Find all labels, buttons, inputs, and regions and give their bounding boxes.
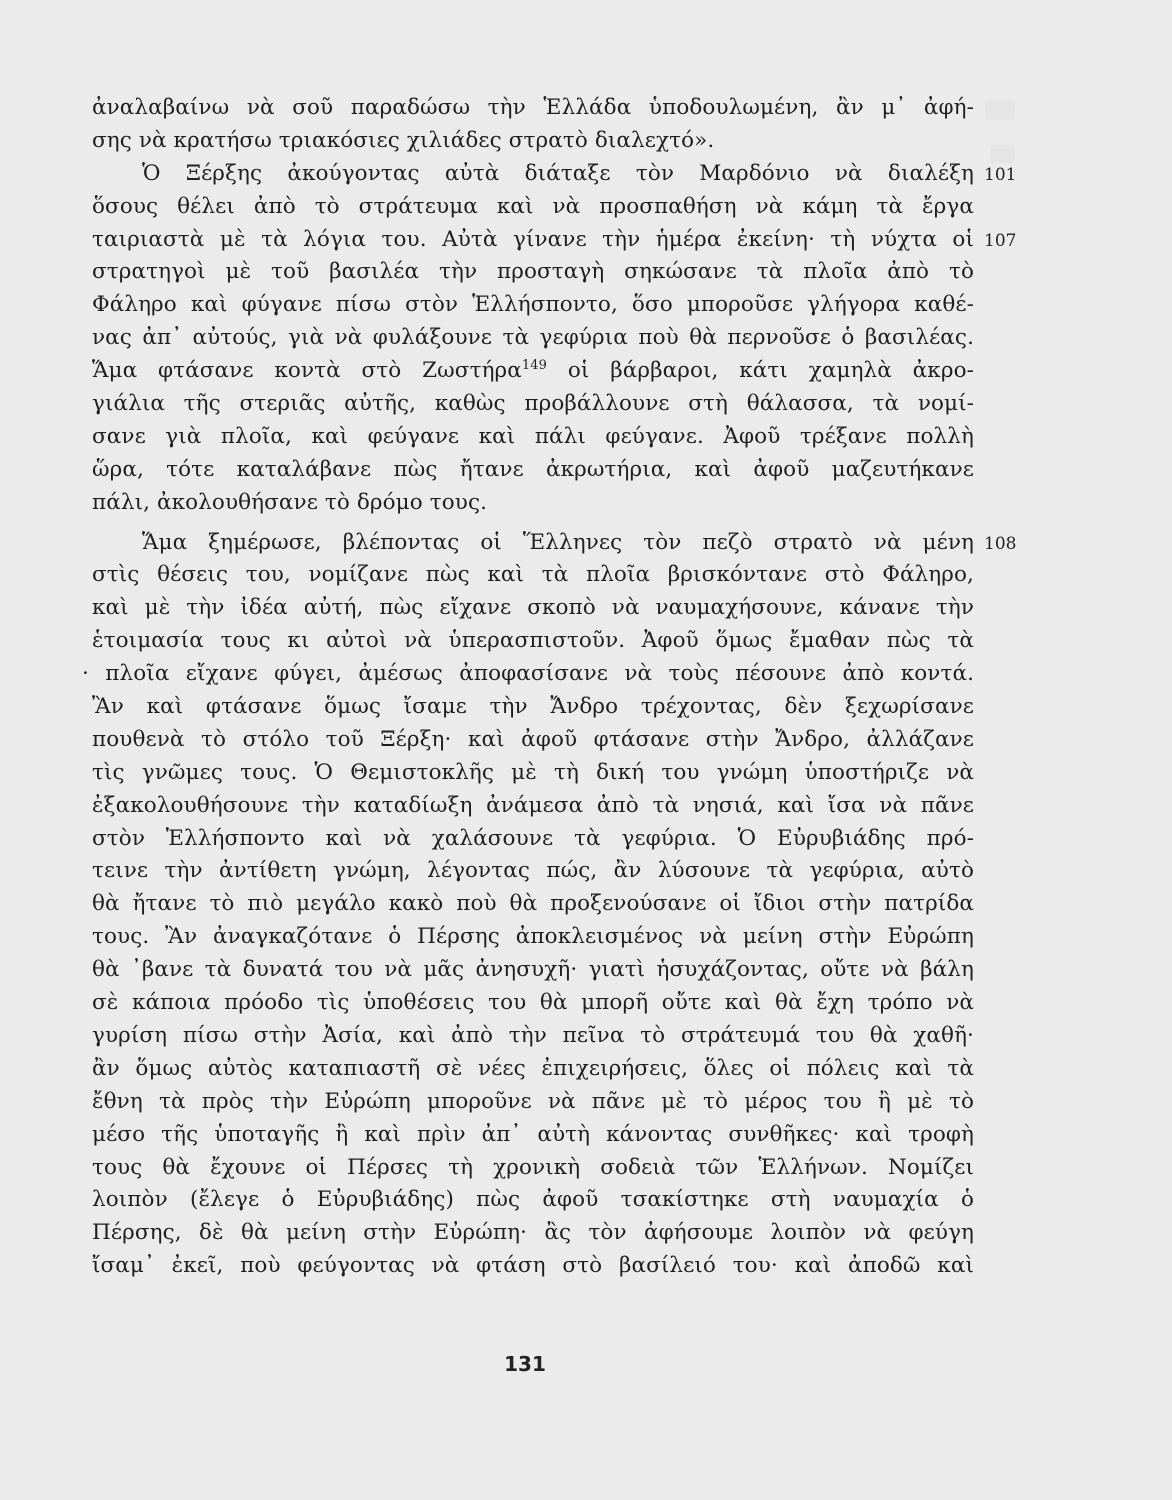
text-line [92, 527, 1017, 560]
text-line [92, 823, 974, 856]
text-segment: σανε γιὰ πλοῖα, καὶ φεύγανε καὶ πάλι φεύγανε. Ἀφοῦ τρέξανε πολλὴ [92, 423, 974, 449]
text-line [92, 724, 974, 757]
text-line [92, 625, 974, 658]
text-line [92, 888, 974, 921]
text-line [92, 757, 974, 790]
text-segment: στὸν Ἑλλήσποντο καὶ νὰ χαλάσουνε τὰ γεφύρια. Ὁ Εὐρυβιάδης πρό- [92, 825, 974, 851]
text-segment: ἂν ὅμως αὐτὸς καταπιαστῆ σὲ νέες ἐπιχειρήσεις, ὅλες οἱ πόλεις καὶ τὰ [92, 1055, 974, 1081]
bleed-through-mark [985, 100, 1015, 120]
text-line [92, 1217, 974, 1250]
text-segment: τεινε τὴν ἀντίθετη γνώμη, λέγοντας πώς, ἂν λύσουνε τὰ γεφύρια, αὐτὸ [92, 858, 974, 884]
text-segment: ταιριαστὰ μὲ τὰ λόγια του. Αὐτὰ γίνανε τὴν ἡμέρα ἐκείνη· τὴ νύχτα οἱ [92, 226, 974, 252]
text-line [92, 322, 974, 355]
text-line [92, 1152, 974, 1185]
text-line [92, 487, 974, 520]
text-segment: τὶς γνῶμες τους. Ὁ Θεμιστοκλῆς μὲ τὴ δική του γνώμη ὑποστήριζε νὰ [92, 759, 974, 785]
text-line [92, 987, 974, 1020]
text-segment: ἀναλαβαίνω νὰ σοῦ παραδώσω τὴν Ἑλλάδα ὑποδουλωμένη, ἂν μ᾿ ἀφή- [92, 95, 974, 120]
text-line [92, 289, 974, 322]
text-line [92, 1086, 974, 1119]
text-line [92, 1020, 974, 1053]
text-segment: νας ἀπ᾿ αὐτούς, γιὰ νὰ φυλάξουνε τὰ γεφύρια ποὺ θὰ περνοῦσε ὁ βασιλέας. [92, 325, 974, 351]
text-line [92, 691, 974, 724]
text-line [92, 1250, 974, 1283]
text-segment: Ὁ Ξέρξης ἀκούγοντας αὐτὰ διάταξε τὸν Μαρδόνιο νὰ διαλέξη [142, 160, 974, 186]
text-line [92, 256, 974, 289]
text-line [92, 388, 974, 421]
text-segment: Πέρσης, δὲ θὰ μείνη στὴν Εὐρώπη· ἂς τὸν ἀφήσουμε λοιπὸν νὰ φεύγη [92, 1220, 974, 1246]
text-segment: γιάλια τῆς στεριᾶς αὐτῆς, καθὼς προβάλλουνε στὴ θάλασσα, τὰ νομί- [92, 391, 974, 417]
text-line [92, 355, 974, 388]
text-line [92, 921, 974, 954]
body-text [82, 92, 1017, 1283]
text-line [92, 559, 974, 592]
margin-section-number: 101 [984, 164, 1017, 185]
text-line [82, 658, 974, 691]
text-segment: · πλοῖα εἴχανε φύγει, ἀμέσως ἀποφασίσανε νὰ τοὺς πέσουνε ἀπὸ κοντά. [82, 661, 974, 687]
text-segment: Ἅμα φτάσανε κοντὰ στὸ Ζωστήρα [92, 358, 522, 384]
text-segment: ἐξακολουθήσουνε τὴν καταδίωξη ἀνάμεσα ἀπὸ τὰ νησιά, καὶ ἴσα νὰ πᾶνε [92, 792, 974, 818]
text-segment: λοιπὸν (ἔλεγε ὁ Εὐρυβιάδης) πὼς ἀφοῦ τσακίστηκε στὴ ναυμαχία ὁ [92, 1187, 974, 1213]
text-segment: ἔθνη τὰ πρὸς τὴν Εὐρώπη μποροῦνε νὰ πᾶνε μὲ τὸ μέρος του ἢ μὲ τὸ [92, 1088, 974, 1114]
text-line [92, 1053, 974, 1086]
text-line [92, 92, 974, 125]
text-segment: γυρίση πίσω στὴν Ἀσία, καὶ ἀπὸ τὴν πεῖνα τὸ στράτευμά του θὰ χαθῆ· [92, 1022, 974, 1048]
text-segment: πάλι, ἀκολουθήσανε τὸ δρόμο τους. [92, 489, 488, 515]
text-line [92, 1119, 974, 1152]
text-segment: σὲ κάποια πρόοδο τὶς ὑποθέσεις του θὰ μπορῆ οὔτε καὶ θὰ ἔχη τρόπο νὰ [92, 990, 974, 1016]
text-line [92, 224, 1017, 257]
text-segment: ἴσαμ᾿ ἐκεῖ, ποὺ φεύγοντας νὰ φτάση στὸ βασίλειό του· καὶ ἀποδῶ καὶ [92, 1253, 974, 1279]
text-segment: Ἅμα ξημέρωσε, βλέποντας οἱ Ἕλληνες τὸν πεζὸ στρατὸ νὰ μένη [142, 529, 974, 555]
text-segment: ὥρα, τότε καταλάβανε πὼς ἤτανε ἀκρωτήρια, καὶ ἀφοῦ μαζευτήκανε [92, 456, 974, 482]
page-number: 131 [504, 1352, 546, 1376]
text-segment: ὅσους θέλει ἀπὸ τὸ στράτευμα καὶ νὰ προσπαθήση νὰ κάμη τὰ ἔργα [92, 193, 974, 219]
text-line [92, 1184, 974, 1217]
text-line [92, 125, 974, 158]
text-line [92, 954, 974, 987]
margin-section-number: 107 [984, 230, 1017, 251]
text-segment: θὰ ἤτανε τὸ πιὸ μεγάλο κακὸ ποὺ θὰ προξενούσανε οἱ ἴδιοι στὴν πατρίδα [92, 891, 974, 917]
text-line [92, 855, 974, 888]
text-segment: τους θὰ ἔχουνε οἱ Πέρσες τὴ χρονικὴ σοδειὰ τῶν Ἑλλήνων. Νομίζει [92, 1154, 974, 1180]
margin-section-number: 108 [984, 533, 1017, 554]
footnote-reference: 149 [521, 358, 548, 374]
text-line [92, 592, 974, 625]
text-segment: Φάληρο καὶ φύγανε πίσω στὸν Ἑλλήσποντο, ὅσο μποροῦσε γλήγορα καθέ- [92, 292, 974, 318]
text-segment: σης νὰ κρατήσω τριακόσιες χιλιάδες στρατὸ διαλεχτό». [92, 127, 715, 153]
text-segment: θὰ ᾿βανε τὰ δυνατά του νὰ μᾶς ἀνησυχῆ· γιατὶ ἡσυχάζοντας, οὔτε νὰ βάλη [92, 957, 974, 983]
text-segment: τους. Ἂν ἀναγκαζότανε ὁ Πέρσης ἀποκλεισμένος νὰ μείνη στὴν Εὐρώπη [92, 924, 974, 950]
text-segment: στὶς θέσεις του, νομίζανε πὼς καὶ τὰ πλοῖα βρισκόντανε στὸ Φάληρο, [92, 562, 974, 588]
text-line [92, 421, 974, 454]
text-segment: Ἂν καὶ φτάσανε ὅμως ἴσαμε τὴν Ἄνδρο τρέχοντας, δὲν ξεχωρίσανε [92, 694, 974, 720]
text-line [92, 158, 1017, 191]
text-segment: καὶ μὲ τὴν ἰδέα αὐτή, πὼς εἴχανε σκοπὸ νὰ ναυμαχήσουνε, κάνανε τὴν [92, 595, 974, 621]
text-line [92, 790, 974, 823]
text-line [92, 454, 974, 487]
text-segment: στρατηγοὶ μὲ τοῦ βασιλέα τὴν προσταγὴ σηκώσανε τὰ πλοῖα ἀπὸ τὸ [92, 259, 974, 285]
text-segment: ἑτοιμασία τους κι αὐτοὶ νὰ ὑπερασπιστοῦν. Ἀφοῦ ὅμως ἔμαθαν πὼς τὰ [92, 628, 974, 654]
text-segment: πουθενὰ τὸ στόλο τοῦ Ξέρξη· καὶ ἀφοῦ φτάσανε στὴν Ἄνδρο, ἀλλάζανε [92, 726, 974, 752]
text-segment: οἱ βάρβαροι, κάτι χαμηλὰ ἀκρο- [547, 358, 974, 384]
text-line [92, 191, 974, 224]
text-segment: μέσο τῆς ὑποταγῆς ἢ καὶ πρὶν ἀπ᾿ αὐτὴ κάνοντας συνθῆκες· καὶ τροφὴ [92, 1121, 974, 1147]
